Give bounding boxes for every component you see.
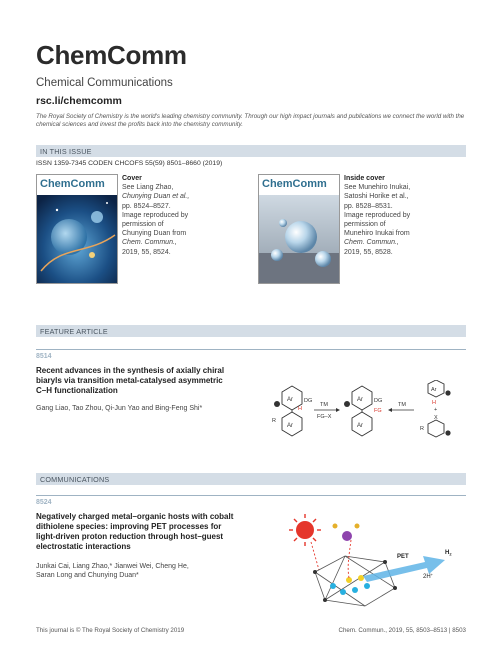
inside-cover-caption-title: Inside cover — [344, 175, 385, 182]
cover-caption-line: pp. 8528–8531. — [344, 202, 393, 210]
r-label: R — [420, 426, 424, 432]
cover-caption-line: permission of — [122, 221, 164, 229]
sun-icon — [289, 514, 321, 546]
tm-label: TM — [320, 402, 328, 408]
inside-cover-illustration — [259, 175, 339, 283]
cover-caption — [122, 174, 212, 257]
mission-statement: The Royal Society of Chemistry is the world's leading chemistry community. Through our high impact journals and publications we connect the world with the chemical sciences and invest the profits back into the chemistry community. — [36, 113, 465, 129]
inside-cover-image — [258, 174, 340, 284]
plus-label: + — [434, 407, 438, 413]
cover-caption-line: Munehiro Inukai from — [344, 230, 410, 238]
section-band-communications — [36, 473, 466, 485]
x-label: X — [434, 415, 438, 421]
footer-citation: Chem. Commun., 2019, 55, 8503–8513 | 8503 — [338, 627, 466, 634]
inside-cover-caption — [344, 174, 434, 257]
fg-label: FG — [374, 408, 382, 414]
cover-caption-line: Chem. Commun., — [344, 239, 399, 247]
cover-caption-line: See Munehiro Inukai, — [344, 184, 411, 192]
cover-image — [36, 174, 118, 284]
section-heading: FEATURE ARTICLE — [40, 326, 108, 336]
h-label: H — [432, 400, 436, 406]
section-heading: COMMUNICATIONS — [40, 474, 110, 484]
journal-brand: ChemComm — [36, 40, 187, 70]
feature-scheme — [260, 380, 470, 450]
article-title-line: Negatively charged metal–organic hosts with cobalt — [36, 512, 234, 521]
ar-label: Ar — [357, 423, 363, 429]
divider — [36, 349, 466, 350]
tm-label: TM — [398, 402, 406, 408]
fgx-label: FG–X — [317, 414, 332, 420]
ar-label: Ar — [431, 387, 437, 393]
issn-line: ISSN 1359-7345 CODEN CHCOFS 55(59) 8501–8660 (2019) — [36, 160, 223, 167]
article-authors-line: Saran Long and Chunying Duan* — [36, 572, 139, 580]
footer-copyright: This journal is © The Royal Society of Chemistry 2019 — [36, 627, 185, 634]
article-title-line: dithiolene species: improving PET processes for — [36, 522, 222, 531]
h-label: H — [298, 406, 302, 412]
cover-brand: ChemComm — [40, 178, 105, 190]
proton-label: 2H+ — [423, 572, 434, 580]
cover-caption-line: Chem. Commun., — [122, 239, 177, 247]
substituent-dot — [344, 401, 350, 407]
cover-illustration — [37, 175, 117, 283]
cover-caption-line: Image reproduced by — [344, 211, 411, 219]
article-authors-line: Junkai Cai, Liang Zhao,* Jianwei Wei, Cheng He, — [36, 563, 189, 570]
cover-caption-line: 2019, 55, 8524. — [122, 248, 171, 256]
substituent-dot — [445, 430, 450, 435]
cover-caption-line: 2019, 55, 8528. — [344, 248, 393, 256]
section-heading: IN THIS ISSUE — [40, 146, 92, 156]
article-title-line: Recent advances in the synthesis of axially chiral — [36, 366, 225, 375]
communication-graphic — [285, 506, 465, 614]
journal-subtitle: Chemical Communications — [36, 77, 173, 89]
divider — [36, 495, 466, 496]
substituent-dot — [445, 390, 450, 395]
ar-label: Ar — [357, 397, 363, 403]
cover-caption-line: permission of — [344, 221, 386, 229]
pet-label: PET — [397, 554, 409, 560]
dg-label: DG — [304, 398, 313, 404]
cover-caption-line: Chunying Duan et al., — [122, 193, 190, 201]
cover-caption-line: Image reproduced by — [122, 211, 189, 219]
substituent-dot — [274, 401, 280, 407]
arrow-head — [336, 408, 340, 412]
article-title[interactable] — [36, 512, 261, 552]
article-title-line: light-driven proton reduction through host–guest — [36, 532, 224, 541]
inside-cover-brand: ChemComm — [262, 178, 327, 190]
arrow-head — [388, 408, 392, 412]
cover-caption-title: Cover — [122, 175, 142, 182]
cover-caption-line: Satoshi Horike et al., — [344, 193, 409, 201]
dg-label: DG — [374, 398, 383, 404]
r-label: R — [272, 418, 276, 424]
journal-url[interactable]: rsc.li/chemcomm — [36, 95, 122, 107]
page-number: 8514 — [36, 353, 52, 360]
article-authors — [36, 562, 261, 581]
cover-caption-line: Chunying Duan from — [122, 230, 187, 238]
article-title-line: C–H functionalization — [36, 386, 118, 395]
article-title[interactable] — [36, 366, 261, 396]
section-band-feature-article — [36, 325, 466, 337]
article-authors: Gang Liao, Tao Zhou, Qi-Jun Yao and Bing-Feng Shi* — [36, 405, 203, 412]
h2-label: $H_2$ — [445, 550, 452, 557]
light-ray — [311, 542, 319, 570]
cover-caption-line: pp. 8524–8527. — [122, 202, 171, 210]
molecular-cage — [315, 556, 395, 606]
ar-label: Ar — [287, 423, 293, 429]
page-number: 8524 — [36, 499, 52, 506]
cover-caption-line: See Liang Zhao, — [122, 184, 174, 192]
article-title-line: electrostatic interactions — [36, 542, 131, 551]
article-title-line: biaryls via transition metal-catalysed asymmetric — [36, 376, 223, 385]
section-band-in-this-issue — [36, 145, 466, 157]
ar-label: Ar — [287, 397, 293, 403]
